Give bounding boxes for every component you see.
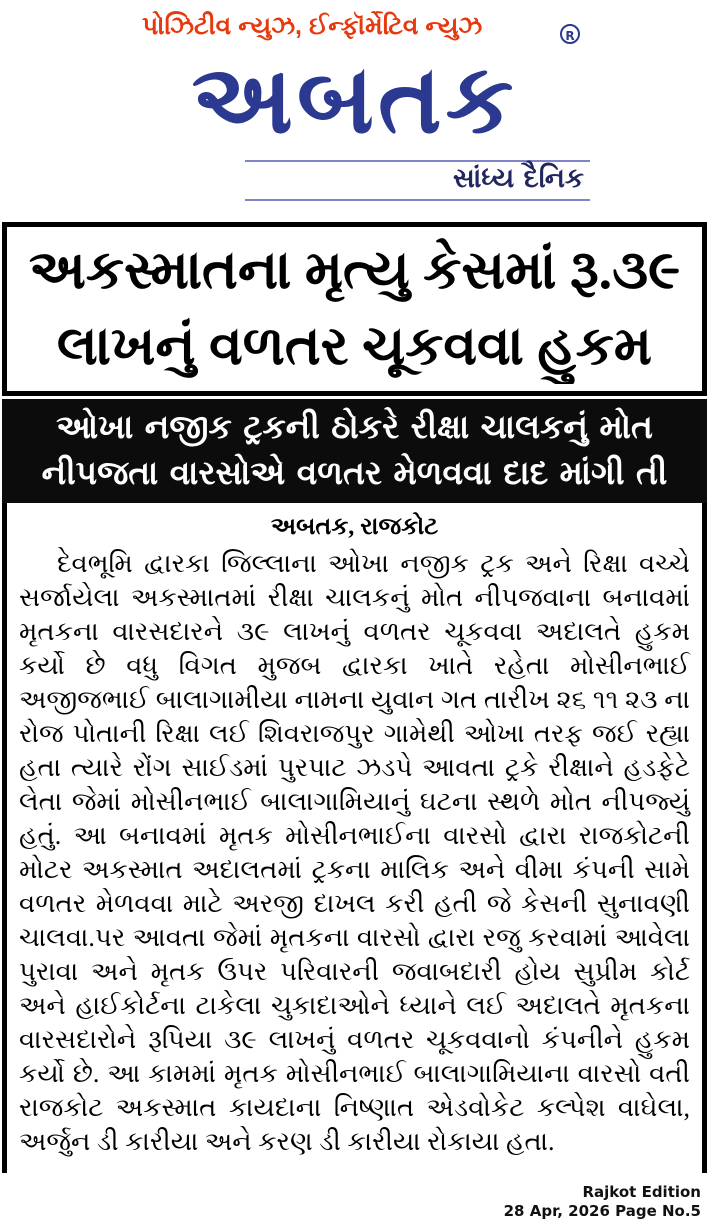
edition-type-block (245, 160, 590, 201)
headline-line-1: અકસ્માતના મૃત્યુ કેસમાં રૂ.૩૯ (28, 240, 681, 300)
footer-edition: Rajkot Edition (582, 1183, 701, 1201)
headline-line-2: લાખનું વળતર ચૂકવવા હુકમ (56, 316, 653, 376)
article-paragraph: દેવભૂમિ દ્વારકા જિલ્લાના ઓખા નજીક ટ્રક અને રિક્ષા વચ્ચે સર્જાયેલા અકસ્માતમાં રીક્ષા ચાલકનું મોત નીપજવાના બનાવમાં મૃતકના વારસદારને ૩૯ લાખનું વળતર ચૂકવવા અદાલતે હુકમ કર્યો છે વધુ વિગત મુજબ દ્વારકા ખાતે રહેતા મોસીનભાઈ અજીજભાઈ બાલાગામીયા નામના યુવાન ગત તારીખ ૨૬ ૧૧ ૨૩ ના રોજ પોતાની રિક્ષા લઈ શિવરાજપુર ગામેથી ઓખા તરફ જઈ રહ્યા હતા ત્યારે રોંગ સાઈડમાં પુરપાટ ઝડપે આવતા ટ્રકે રીક્ષાને હડફેટે લેતા જેમાં મોસીનભાઈ બાલાગામિયાનું ઘટના સ્થળે મોત નીપજ્યું હતું. આ બનાવમાં મૃતક મોસીનભાઈના વારસો દ્વારા રાજકોટની મોટર અકસ્માત અદાલતમાં ટ્રકના માલિક અને વીમા કંપની સામે વળતર મેળવવા માટે અરજી દાખલ કરી હતી જે કેસની સુનાવણી ચાલવા.પર આવતા જેમાં મૃતકના વારસો દ્વારા રજુ કરવામાં આવેલા પુરાવા અને મૃતક ઉપર પરિવારની જવાબદારી હોય સુપ્રીમ કોર્ટ અને હાઈકોર્ટના ટાકેલા ચુકાદાઓને ધ્યાને લઈ અદાલતે મૃતકના વારસદારોને રૂપિયા ૩૯ લાખનું વળતર ચૂકવવાનો કંપનીને હુકમ કર્યો છે. આ કામમાં મૃતક મોસીનભાઈ બાલાગામિયાના વારસો વતી રાજકોટ અકસ્માત કાયદાના નિષ્ણાત એડવોકેટ કલ્પેશ વાઘેલા, અર્જુન ડી કારીયા અને કરણ ડી કારીયા રોકાયા હતા. (19, 549, 691, 1156)
subheadline-line-1: ઓખા નજીક ટ્રકની ઠોકરે રીક્ષા ચાલકનું મોત (56, 407, 653, 446)
subheadline-line-2: નીપજતા વારસોએ વળતર મેળવવા દાદ માંગી તી (41, 453, 668, 492)
article-body-box (2, 503, 707, 1173)
newspaper-logo (0, 44, 709, 154)
registered-trademark-icon: R (560, 24, 580, 44)
subheadline-bar (2, 399, 707, 503)
footer-date-page: 28 Apr, 2026 Page No.5 (503, 1202, 701, 1220)
masthead-tagline: પોઝિટીવ ન્યુઝ, ઈન્ફૉર્મેટિવ ન્યુઝ (142, 12, 483, 40)
headline-box (2, 222, 707, 396)
footer-credit (0, 1183, 709, 1221)
byline: અબતક, રાજકોટ (270, 514, 439, 540)
masthead (0, 0, 709, 212)
edition-type-label: સાંધ્ય દૈનિક (452, 163, 584, 194)
newspaper-logo-text: અબતક (191, 43, 518, 155)
